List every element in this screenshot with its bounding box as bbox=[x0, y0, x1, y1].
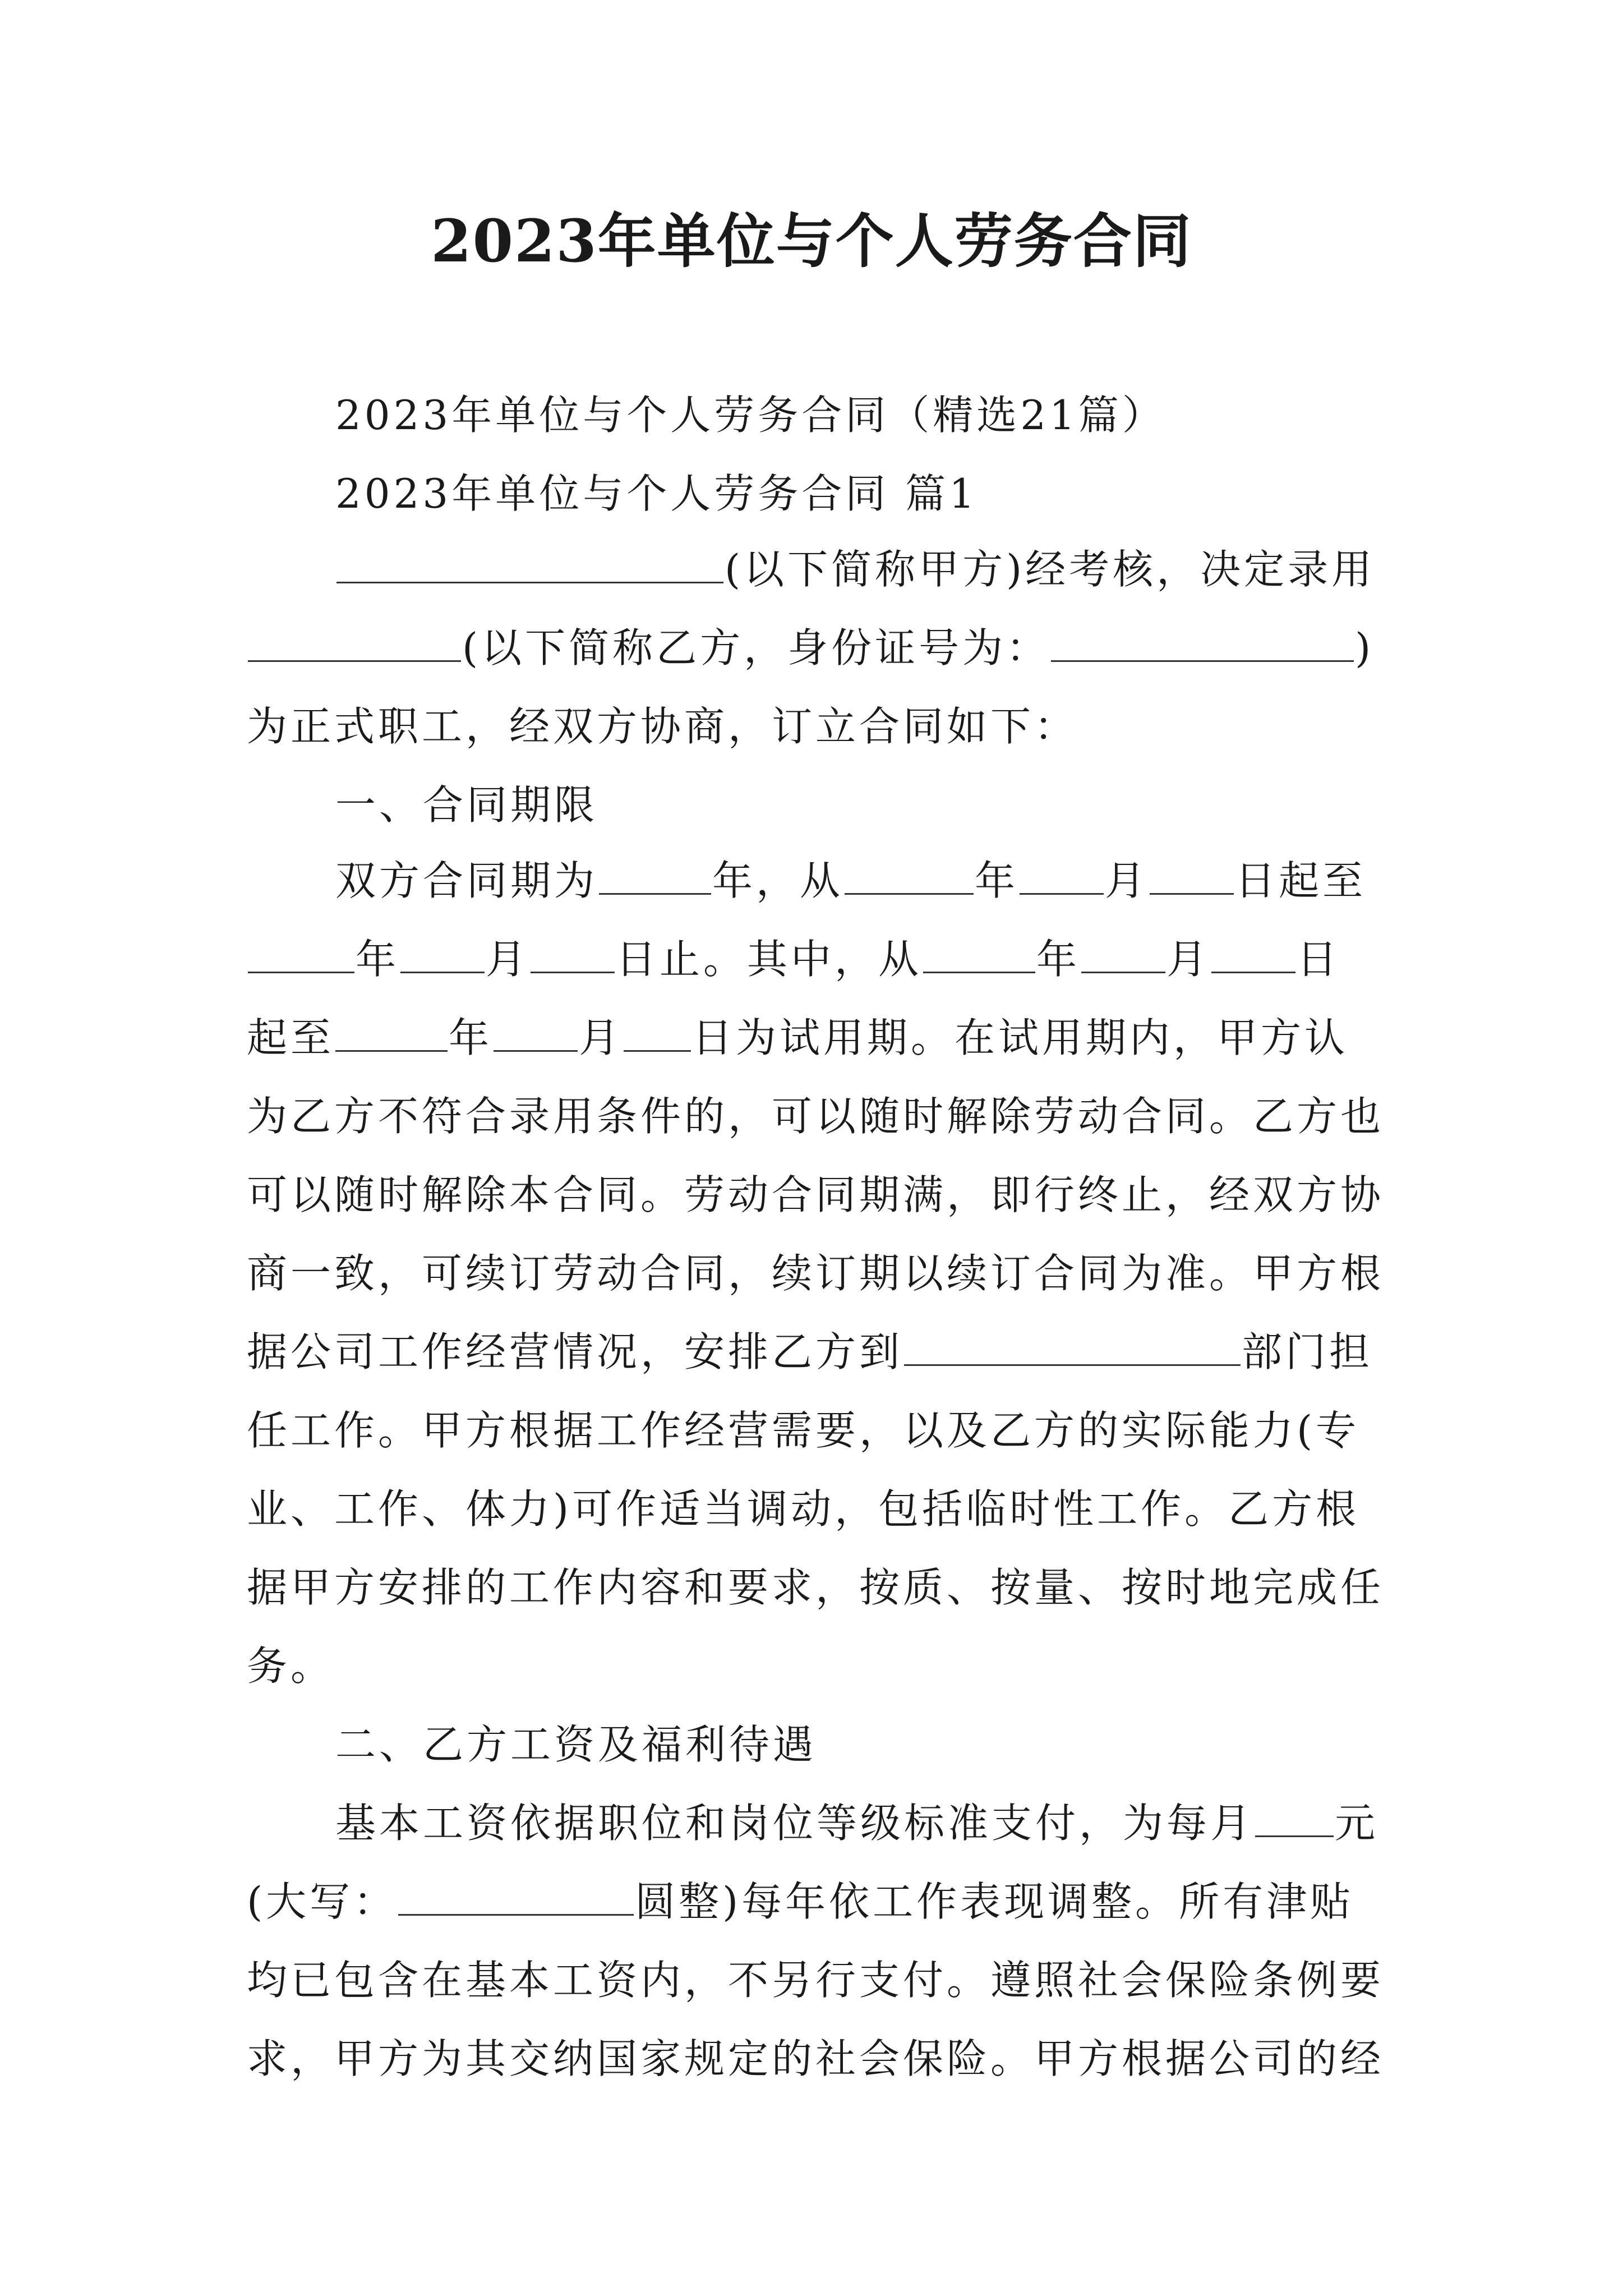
fill-in-blank bbox=[1020, 858, 1104, 895]
fill-in-blank bbox=[845, 858, 974, 895]
fill-in-blank bbox=[248, 937, 354, 973]
fill-in-blank bbox=[1255, 1801, 1334, 1837]
fill-in-blank bbox=[1081, 937, 1165, 973]
document-subtitle: 2023年单位与个人劳务合同（精选21篇） bbox=[335, 392, 1166, 439]
fill-in-blank bbox=[624, 1015, 691, 1052]
paragraph-line: 业、工作、体力)可作适当调动，包括临时性工作。乙方根 bbox=[247, 1485, 1360, 1533]
fill-in-blank bbox=[494, 1015, 578, 1052]
paragraph-line: 务。 bbox=[247, 1642, 335, 1690]
document-title: 2023年单位与个人劳务合同 bbox=[431, 206, 1192, 275]
section-heading: 2023年单位与个人劳务合同 篇1 bbox=[335, 470, 978, 517]
fill-in-blank bbox=[1211, 937, 1295, 973]
paragraph-line: 可以随时解除本合同。劳动合同期满，即行终止，经双方协 bbox=[247, 1171, 1385, 1218]
fill-in-blank bbox=[400, 937, 485, 973]
paragraph-line: 据甲方安排的工作内容和要求，按质、按量、按时地完成任 bbox=[247, 1564, 1385, 1611]
fill-in-blank bbox=[1051, 625, 1354, 662]
fill-in-blank bbox=[599, 858, 711, 895]
fill-in-blank bbox=[904, 1329, 1241, 1366]
paragraph-line: 年 月 日止。其中，从 年 月 日 bbox=[247, 931, 1391, 987]
fill-in-blank bbox=[335, 1015, 448, 1052]
paragraph-line: (以下简称乙方，身份证号为： ) bbox=[247, 620, 1391, 676]
paragraph-line: 为乙方不符合录用条件的，可以随时解除劳动合同。乙方也 bbox=[247, 1093, 1385, 1140]
fill-in-blank bbox=[398, 1879, 634, 1916]
paragraph-line: 求，甲方为其交纳国家规定的社会保险。甲方根据公司的经 bbox=[247, 2035, 1385, 2082]
fill-in-blank bbox=[531, 937, 615, 973]
paragraph-line: 商一致，可续订劳动合同，续订期以续订合同为准。甲方根 bbox=[247, 1250, 1385, 1297]
paragraph-line: 为正式职工，经双方协商，订立合同如下： bbox=[247, 703, 1078, 750]
paragraph-line: 任工作。甲方根据工作经营需要，以及乙方的实际能力(专 bbox=[247, 1407, 1360, 1454]
paragraph-line: 均已包含在基本工资内，不另行支付。遵照社会保险条例要 bbox=[247, 1957, 1385, 2004]
paragraph-line: (以下简称甲方)经考核，决定录用 bbox=[335, 541, 1479, 597]
fill-in-blank bbox=[1150, 858, 1234, 895]
paragraph-line: (大写： 圆整)每年依工作表现调整。所有津贴 bbox=[247, 1878, 1354, 1925]
clause-heading: 一、合同期限 bbox=[335, 781, 598, 829]
clause-heading: 二、乙方工资及福利待遇 bbox=[335, 1721, 817, 1768]
paragraph-line: 据公司工作经营情况，安排乙方到 部门担 bbox=[247, 1328, 1373, 1375]
paragraph-line: 基本工资依据职位和岗位等级标准支付，为每月 元 bbox=[335, 1800, 1379, 1847]
paragraph-line: 双方合同期为 年，从 年 月 日起至 bbox=[335, 857, 1367, 904]
fill-in-blank bbox=[336, 547, 723, 583]
fill-in-blank bbox=[248, 625, 461, 662]
fill-in-blank bbox=[923, 937, 1035, 973]
paragraph-line: 起至 年 月 日为试用期。在试用期内，甲方认 bbox=[247, 1014, 1349, 1061]
